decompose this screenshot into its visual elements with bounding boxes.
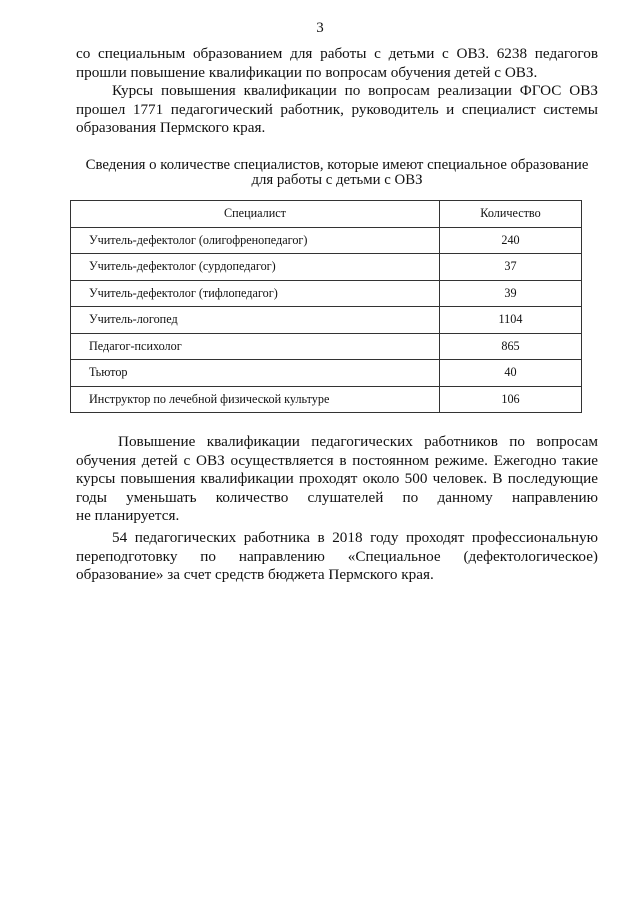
text-line: годы уменьшать количество слушателей по данному направлению: [76, 488, 598, 506]
intro-paragraph: [76, 45, 598, 82]
table-row: [71, 227, 582, 254]
qualification-paragraph: [76, 433, 598, 526]
text-line: прошли повышение квалификации по вопросам обучения детей с ОВЗ.: [76, 63, 538, 81]
text-line: со специальным образованием для работы с детьми с ОВЗ. 6238 педагогов: [76, 45, 598, 62]
count-cell: 40: [440, 360, 582, 387]
table-row: [71, 360, 582, 387]
table-row: [71, 254, 582, 281]
caption-line: для работы с детьми с ОВЗ: [251, 172, 423, 188]
text-line: курсы повышения квалификации проходят около 500 человек. В последующие: [76, 470, 598, 487]
specialist-cell: Педагог-психолог: [71, 333, 440, 360]
text-line: Повышение квалификации педагогических работников по вопросам: [118, 433, 598, 450]
count-cell: 865: [440, 333, 582, 360]
specialist-cell: Учитель-дефектолог (сурдопедагог): [71, 254, 440, 281]
specialist-cell: Учитель-логопед: [71, 307, 440, 334]
specialist-cell: Тьютор: [71, 360, 440, 387]
count-cell: 37: [440, 254, 582, 281]
retraining-paragraph: [76, 529, 598, 585]
text-line: переподготовку по направлению «Специальное (дефектологическое): [76, 547, 598, 565]
count-cell: 240: [440, 227, 582, 254]
text-line: образования Пермского края.: [76, 119, 266, 136]
text-line: 54 педагогических работника в 2018 году проходят профессиональную: [112, 529, 598, 546]
specialist-cell: Инструктор по лечебной физической культуре: [71, 386, 440, 413]
table-caption: [76, 158, 598, 188]
count-cell: 1104: [440, 307, 582, 334]
text-line: обучения детей с ОВЗ осуществляется в постоянном режиме. Ежегодно такие: [76, 451, 598, 469]
courses-paragraph: [76, 82, 598, 138]
count-cell: 39: [440, 280, 582, 307]
text-line: Курсы повышения квалификации по вопросам реализации ФГОС ОВЗ: [112, 82, 598, 99]
page-number: 3: [316, 20, 324, 36]
table-header-row: [71, 201, 582, 228]
text-line: не планируется.: [76, 507, 180, 524]
table-row: [71, 307, 582, 334]
specialists-table: [70, 200, 582, 413]
count-cell: 106: [440, 386, 582, 413]
caption-line: Сведения о количестве специалистов, которые имеют специальное образование: [85, 157, 589, 173]
text-line: прошел 1771 педагогический работник, руководитель и специалист системы: [76, 100, 598, 118]
column-header-count: Количество: [440, 201, 582, 228]
column-header-specialist: Специалист: [71, 201, 440, 228]
table-row: [71, 280, 582, 307]
specialist-cell: Учитель-дефектолог (олигофренопедагог): [71, 227, 440, 254]
specialist-cell: Учитель-дефектолог (тифлопедагог): [71, 280, 440, 307]
text-line: образование» за счет средств бюджета Пермского края.: [76, 566, 434, 583]
table-row: [71, 333, 582, 360]
table-row: [71, 386, 582, 413]
